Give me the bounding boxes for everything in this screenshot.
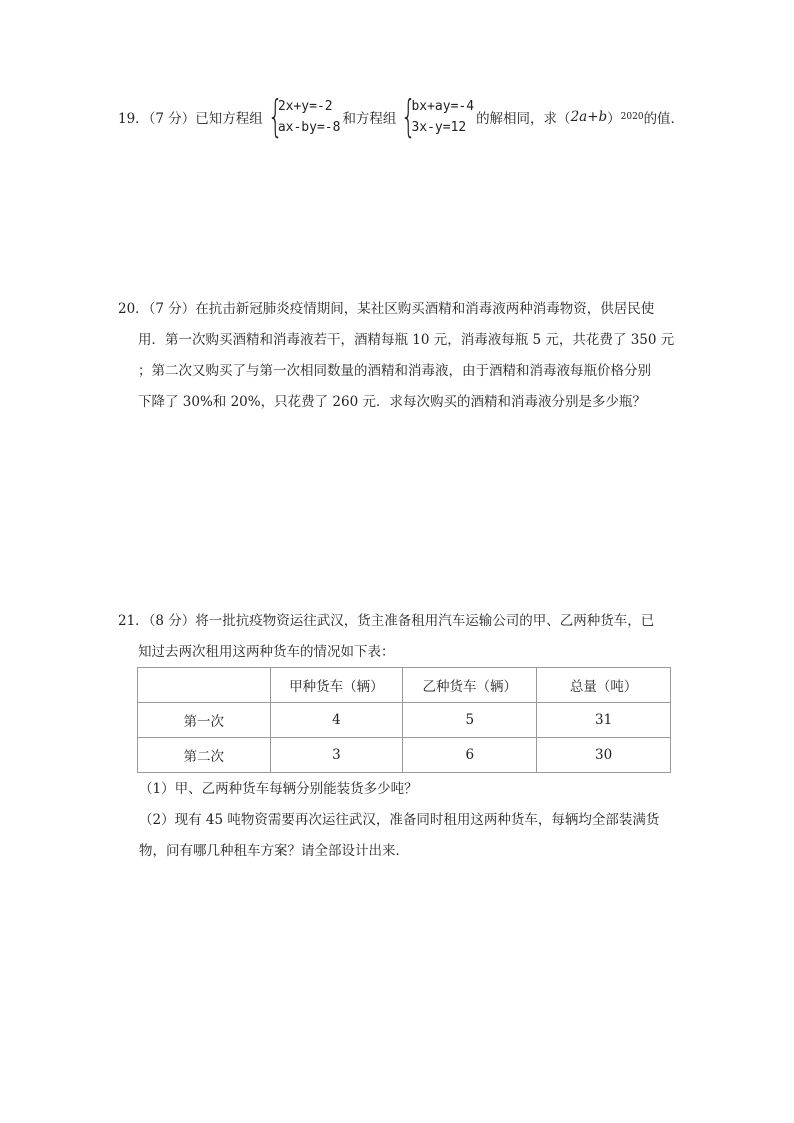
q21-sub-2: （2）现有 45 吨物资需要再次运往武汉，准备同时租用这两种货车，每辆均全部装满货 [139, 812, 660, 828]
table-header-cell: 总量（吨） [537, 668, 671, 703]
system2-eq2: 3x-y=12 [411, 120, 467, 135]
q21-sub-2-cont: 物，问有哪几种租车方案？请全部设计出来． [139, 843, 409, 859]
q21-sub-1: （1）甲、乙两种货车每辆分别能装货多少吨？ [139, 781, 418, 797]
table-cell: 5 [403, 703, 537, 738]
table-cell: 第一次 [138, 703, 271, 738]
q20-line-1: 20．（7 分）在抗击新冠肺炎疫情期间，某社区购买酒精和消毒液两种消毒物资，供居民使 [118, 301, 655, 317]
truck-table [137, 667, 671, 773]
equation-system-2 [398, 91, 475, 142]
table-header-cell: 乙种货车（辆） [403, 668, 537, 703]
q21-line-2: 知过去两次租用这两种货车的情况如下表： [138, 644, 395, 660]
q20-line-4: 下降了 30%和 20%，只花费了 260 元．求每次购买的酒精和消毒液分别是多少瓶？ [138, 394, 646, 410]
table-cell: 30 [537, 738, 671, 773]
system2-eq1: bx+ay=-4 [411, 99, 475, 114]
table-header-cell [138, 668, 271, 703]
table-cell: 6 [403, 738, 537, 773]
q21-subquestions [137, 774, 697, 867]
system1-eq1: 2x+y=-2 [277, 99, 333, 114]
q21-line-1: 21．（8 分）将一批抗疫物资运往武汉，货主准备租用汽车运输公司的甲、乙两种货车，已 [118, 613, 655, 629]
q19-expression: 2a+b [570, 109, 608, 125]
left-brace-icon: { [401, 91, 417, 142]
q20-line-2: 用．第一次购买酒精和消毒液若干，酒精每瓶 10 元，消毒液每瓶 5 元，共花费了 350 元 [138, 332, 675, 348]
q19-suffix-a: 的解相同，求（ [476, 111, 571, 127]
table-row [138, 738, 671, 773]
left-brace-icon: { [267, 91, 283, 142]
equation-system-1 [265, 91, 341, 142]
q19-suffix-b: ） [607, 111, 621, 127]
question-21 [118, 606, 678, 668]
q19-suffix-c: 的值． [643, 111, 685, 127]
system1-eq2: ax-by=-8 [277, 120, 341, 135]
question-20 [118, 294, 678, 418]
q20-line-3: ；第二次又购买了与第一次相同数量的酒精和消毒液，由于酒精和消毒液每瓶价格分别 [138, 363, 651, 379]
q19-middle: 和方程组 [342, 111, 397, 127]
table-header-row [138, 668, 671, 703]
q19-prefix: 19．（7 分）已知方程组 [118, 111, 263, 127]
table-cell: 第二次 [138, 738, 271, 773]
table-row [138, 703, 671, 738]
table-header-cell: 甲种货车（辆） [270, 668, 403, 703]
question-19-text [118, 91, 685, 142]
table-cell: 3 [270, 738, 403, 773]
table-cell: 31 [537, 703, 671, 738]
table-cell: 4 [270, 703, 403, 738]
q19-exponent: 2020 [620, 112, 644, 122]
question-19 [118, 91, 685, 142]
